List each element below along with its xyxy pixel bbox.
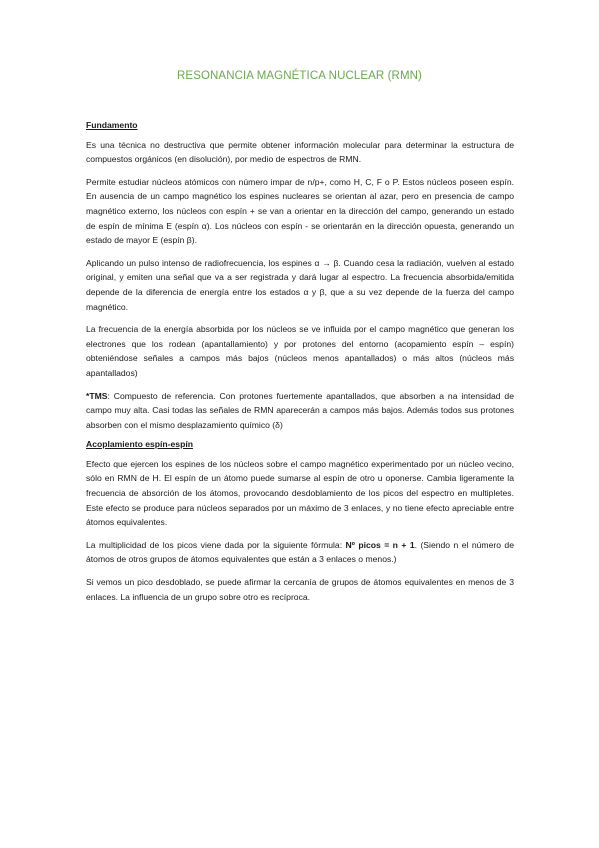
formula: Nº picos = n + 1 — [345, 539, 415, 550]
closing-paragraph: Si vemos un pico desdoblado, se puede afirmar la cercanía de grupos de átomos equivalentes en menos de 3 enlaces. La influencia de un grupo sobre otro es recíproca. — [86, 577, 514, 602]
section-heading-fundamento: Fundamento — [86, 120, 138, 130]
tms-note — [86, 389, 514, 433]
paragraph: Efecto que ejercen los espines de los núcleos sobre el campo magnético experimentado por un núcleo vecino, sólo en RMN de H. El espín de un átomo puede sumarse al espín de otro u oponerse. Cambia ligeramente la frecuencia de absorción de los átomos, provocando desdoblamiento de los picos del espectro en multipletes. Este efecto se produce para núcleos separados por un máximo de 3 enlaces, y no tiene efecto apreciable entre átomos equivalentes. — [86, 458, 514, 528]
formula-intro: La multiplicidad de los picos viene dada por la siguiente fórmula: — [86, 539, 346, 550]
formula-explanation: . (Siendo n el número de átomos de otros grupos de átomos equivalentes que están a 3 enlaces o menos.) — [86, 539, 514, 565]
page-title: RESONANCIA MAGNÉTICA NUCLEAR (RMN) — [177, 70, 422, 82]
paragraph: Aplicando un pulso intenso de radiofrecuencia, los espines α → β. Cuando cesa la radiación, vuelven al estado original, y emiten una señal que va a ser registrada y dará lugar al espectro. La frecuencia absorbida/emitida depende de la diferencia de energía entre los estados α y β, que a su vez depende de la fuerza del campo magnético. — [86, 257, 514, 312]
section-heading-acoplamiento: Acoplamiento espín-espín — [86, 439, 193, 450]
paragraph: Es una técnica no destructiva que permite obtener información molecular para determinar la estructura de compuestos orgánicos (en disolución), por medio de espectros de RMN. — [86, 139, 514, 165]
formula-paragraph — [86, 538, 514, 567]
document-body — [86, 118, 514, 612]
tms-label: *TMS — [86, 390, 108, 401]
tms-text: : Compuesto de referencia. Con protones fuertemente apantallados, que absorben a na intensidad de campo muy alta. Casi todas las señales de RMN aparecerán a campos más bajos. Además todos sus protones absorben con el mismo desplazamiento químico (δ) — [86, 390, 514, 430]
paragraph: La frecuencia de la energía absorbida por los núcleos se ve influida por el campo magnético que generan los electrones que los rodean (apantallamiento) y por protones del entorno (acopamiento espín – espín) obteniéndose señales a campos más bajos (núcleos menos apantallados) o más altos (núcleos más apantallados) — [86, 324, 514, 378]
paragraph: Permite estudiar núcleos atómicos con número impar de n/p+, como H, C, F o P. Estos núcleos poseen espín. En ausencia de un campo magnético los espines nucleares se orientan al azar, pero en presencia de campo magnético externo, los núcleos con espín + se van a orientar en la dirección del campo, generando un estado de espín de mínima E (espín α). Los núcleos con espín - se orientarán en la dirección opuesta, generando un estado de mayor E (espín β). — [86, 176, 514, 246]
